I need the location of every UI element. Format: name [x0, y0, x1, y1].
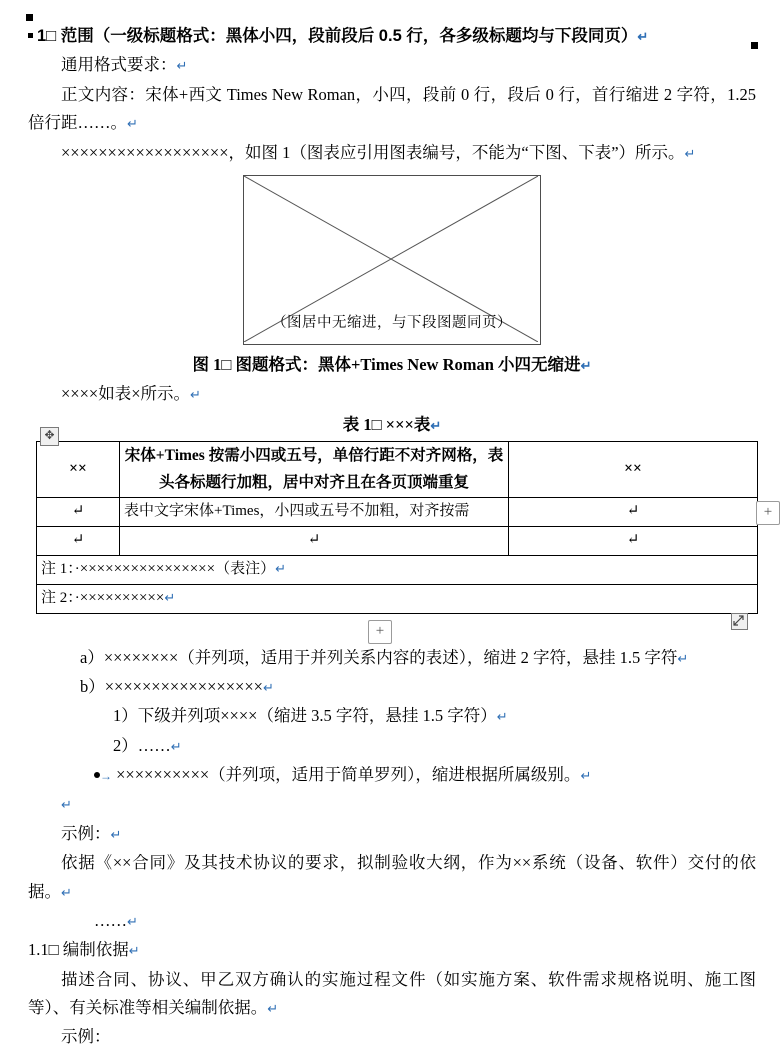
- table-caption-text: 表 1□ ×××表: [342, 414, 431, 434]
- item-b-2: [28, 732, 756, 760]
- table-move-handle[interactable]: [40, 427, 59, 446]
- pilcrow-icon: ↵: [176, 58, 188, 74]
- table-cell-1[interactable]: ↵: [37, 527, 120, 556]
- add-row-label: +: [375, 622, 385, 639]
- general-format-req: [28, 51, 756, 79]
- figure-caption-text: 图 1□ 图题格式：黑体+Times New Roman 小四无缩进: [192, 354, 581, 374]
- table-move-handle-icon: ✥: [44, 428, 55, 442]
- pilcrow-icon: ↵: [190, 387, 201, 403]
- item-b-1-text: 1）下级并列项××××（缩进 3.5 字符，悬挂 1.5 字符）: [113, 706, 497, 726]
- add-column-label: +: [763, 504, 773, 520]
- figure-reference: [28, 139, 756, 167]
- pilcrow-icon: ↵: [61, 884, 72, 900]
- item-bullet-text: ××××××××××（并列项，适用于简单罗列），缩进根据所属级别。: [116, 765, 581, 784]
- pilcrow-icon: ↵: [430, 417, 442, 433]
- blank-paragraph: [28, 790, 756, 818]
- table-note-row: [37, 555, 758, 584]
- table-cell-3[interactable]: ↵: [509, 527, 758, 556]
- pilcrow-icon: ↵: [262, 679, 274, 695]
- example-label-2-text: 示例：: [61, 1027, 111, 1047]
- figure-block: [28, 175, 756, 345]
- example-label-1-text: 示例：: [61, 823, 111, 843]
- pilcrow-icon: ↵: [580, 768, 592, 783]
- item-b-1: [28, 702, 756, 730]
- table-note-2-text: 注 2：·××××××××××: [41, 589, 165, 606]
- figure-reference-text: ××××××××××××××××××，如图 1（图表应引用图表编号，不能为“下图、下表”）所示。: [61, 142, 685, 162]
- item-a: [28, 644, 756, 672]
- pilcrow-icon: ↵: [580, 357, 592, 373]
- table-header-cell-3[interactable]: ××: [509, 442, 758, 498]
- pilcrow-icon: ↵: [496, 709, 508, 725]
- table-note-1[interactable]: [37, 555, 758, 584]
- heading-1: [28, 22, 756, 50]
- item-a-text: a）××××××××（并列项，适用于并列关系内容的表述），缩进 2 字符，悬挂 1.5 字符: [80, 647, 678, 667]
- table-note-2[interactable]: [37, 584, 758, 613]
- item-bullet: [28, 761, 756, 789]
- pilcrow-icon: ↵: [127, 913, 138, 929]
- heading-1-text: 1□ 范围（一级标题格式：黑体小四，段前段后 0.5 行，各多级标题均与下段同页）: [37, 27, 638, 45]
- table-bottom-spacer: [28, 614, 756, 640]
- doc-table[interactable]: [36, 441, 758, 614]
- pilcrow-icon: ↵: [275, 560, 287, 576]
- tab-arrow-icon: →: [100, 769, 112, 783]
- pilcrow-icon: ↵: [677, 650, 689, 666]
- table-lead-in-text: ××××如表×所示。: [61, 384, 191, 404]
- general-format-req-text: 通用格式要求：: [61, 55, 177, 75]
- document-body: [28, 22, 773, 1053]
- table-zone: [28, 428, 773, 639]
- table-header-cell-1[interactable]: ××: [37, 442, 120, 498]
- table-lead-in: [28, 380, 756, 408]
- add-column-button[interactable]: [756, 501, 780, 525]
- heading-2: [28, 936, 756, 964]
- pilcrow-icon: ↵: [164, 589, 176, 605]
- table-cell-1[interactable]: ↵: [37, 498, 120, 527]
- add-row-button[interactable]: [368, 620, 392, 644]
- list-bullet-icon: [28, 33, 33, 38]
- pilcrow-icon: ↵: [267, 1001, 279, 1016]
- body-text-spec: [28, 81, 756, 138]
- table-cell-2[interactable]: 表中文字宋体+Times，小四或五号不加粗，对齐按需: [120, 498, 509, 527]
- ellipsis-text: ……: [94, 910, 127, 930]
- figure-placeholder-note: （图居中无缩进，与下段图题同页）: [272, 314, 512, 331]
- pilcrow-icon: ↵: [127, 116, 138, 132]
- table-header-row: [37, 442, 758, 498]
- pilcrow-icon: ↵: [170, 738, 182, 754]
- resize-arrow-icon: [732, 614, 745, 627]
- table-note-1-text: 注 1：·××××××××××××××××（表注）: [41, 560, 276, 577]
- figure-placeholder[interactable]: [243, 175, 541, 345]
- table-note-row: [37, 584, 758, 613]
- example-text-1-text: 依据《××合同》及其技术协议的要求，拟制验收大纲，作为××系统（设备、软件）交付的依据。: [28, 853, 756, 901]
- pilcrow-icon: ↵: [110, 826, 122, 842]
- figure-caption: [28, 351, 756, 379]
- example-label-2: [28, 1023, 756, 1051]
- table-row: [37, 498, 758, 527]
- example-label-1: [28, 820, 756, 848]
- body-text-spec-text: 正文内容：宋体+西文 Times New Roman，小四，段前 0 行，段后 0 行，首行缩进 2 字符，1.25 倍行距……。: [28, 84, 756, 133]
- table-resize-handle[interactable]: [731, 613, 748, 630]
- pilcrow-icon: ↵: [128, 943, 140, 959]
- item-b: [28, 673, 756, 701]
- table-row: [37, 527, 758, 556]
- heading-2-body: [28, 966, 756, 1023]
- heading-2-text: 1.1□ 编制依据: [28, 940, 129, 960]
- table-caption: [28, 411, 756, 439]
- table-cell-3[interactable]: ↵: [509, 498, 758, 527]
- example-text-1: [28, 849, 756, 906]
- item-b-2-text: 2）……: [113, 735, 171, 755]
- item-b-text: b）×××××××××××××××××: [80, 676, 263, 696]
- table-header-cell-2[interactable]: 宋体+Times 按需小四或五号，单倍行距不对齐网格，表头各标题行加粗，居中对齐且在各页顶端重复: [120, 442, 509, 498]
- pilcrow-icon: ↵: [684, 145, 696, 161]
- heading-2-body-text: 描述合同、协议、甲乙双方确认的实施过程文件（如实施方案、软件需求规格说明、施工图等）、有关标准等相关编制依据。: [28, 969, 756, 1017]
- page-mark-top-left: [26, 14, 33, 21]
- ellipsis-line: [28, 907, 756, 935]
- pilcrow-icon: ↵: [61, 797, 72, 813]
- table-cell-2[interactable]: ↵: [120, 527, 509, 556]
- pilcrow-icon: ↵: [637, 29, 649, 44]
